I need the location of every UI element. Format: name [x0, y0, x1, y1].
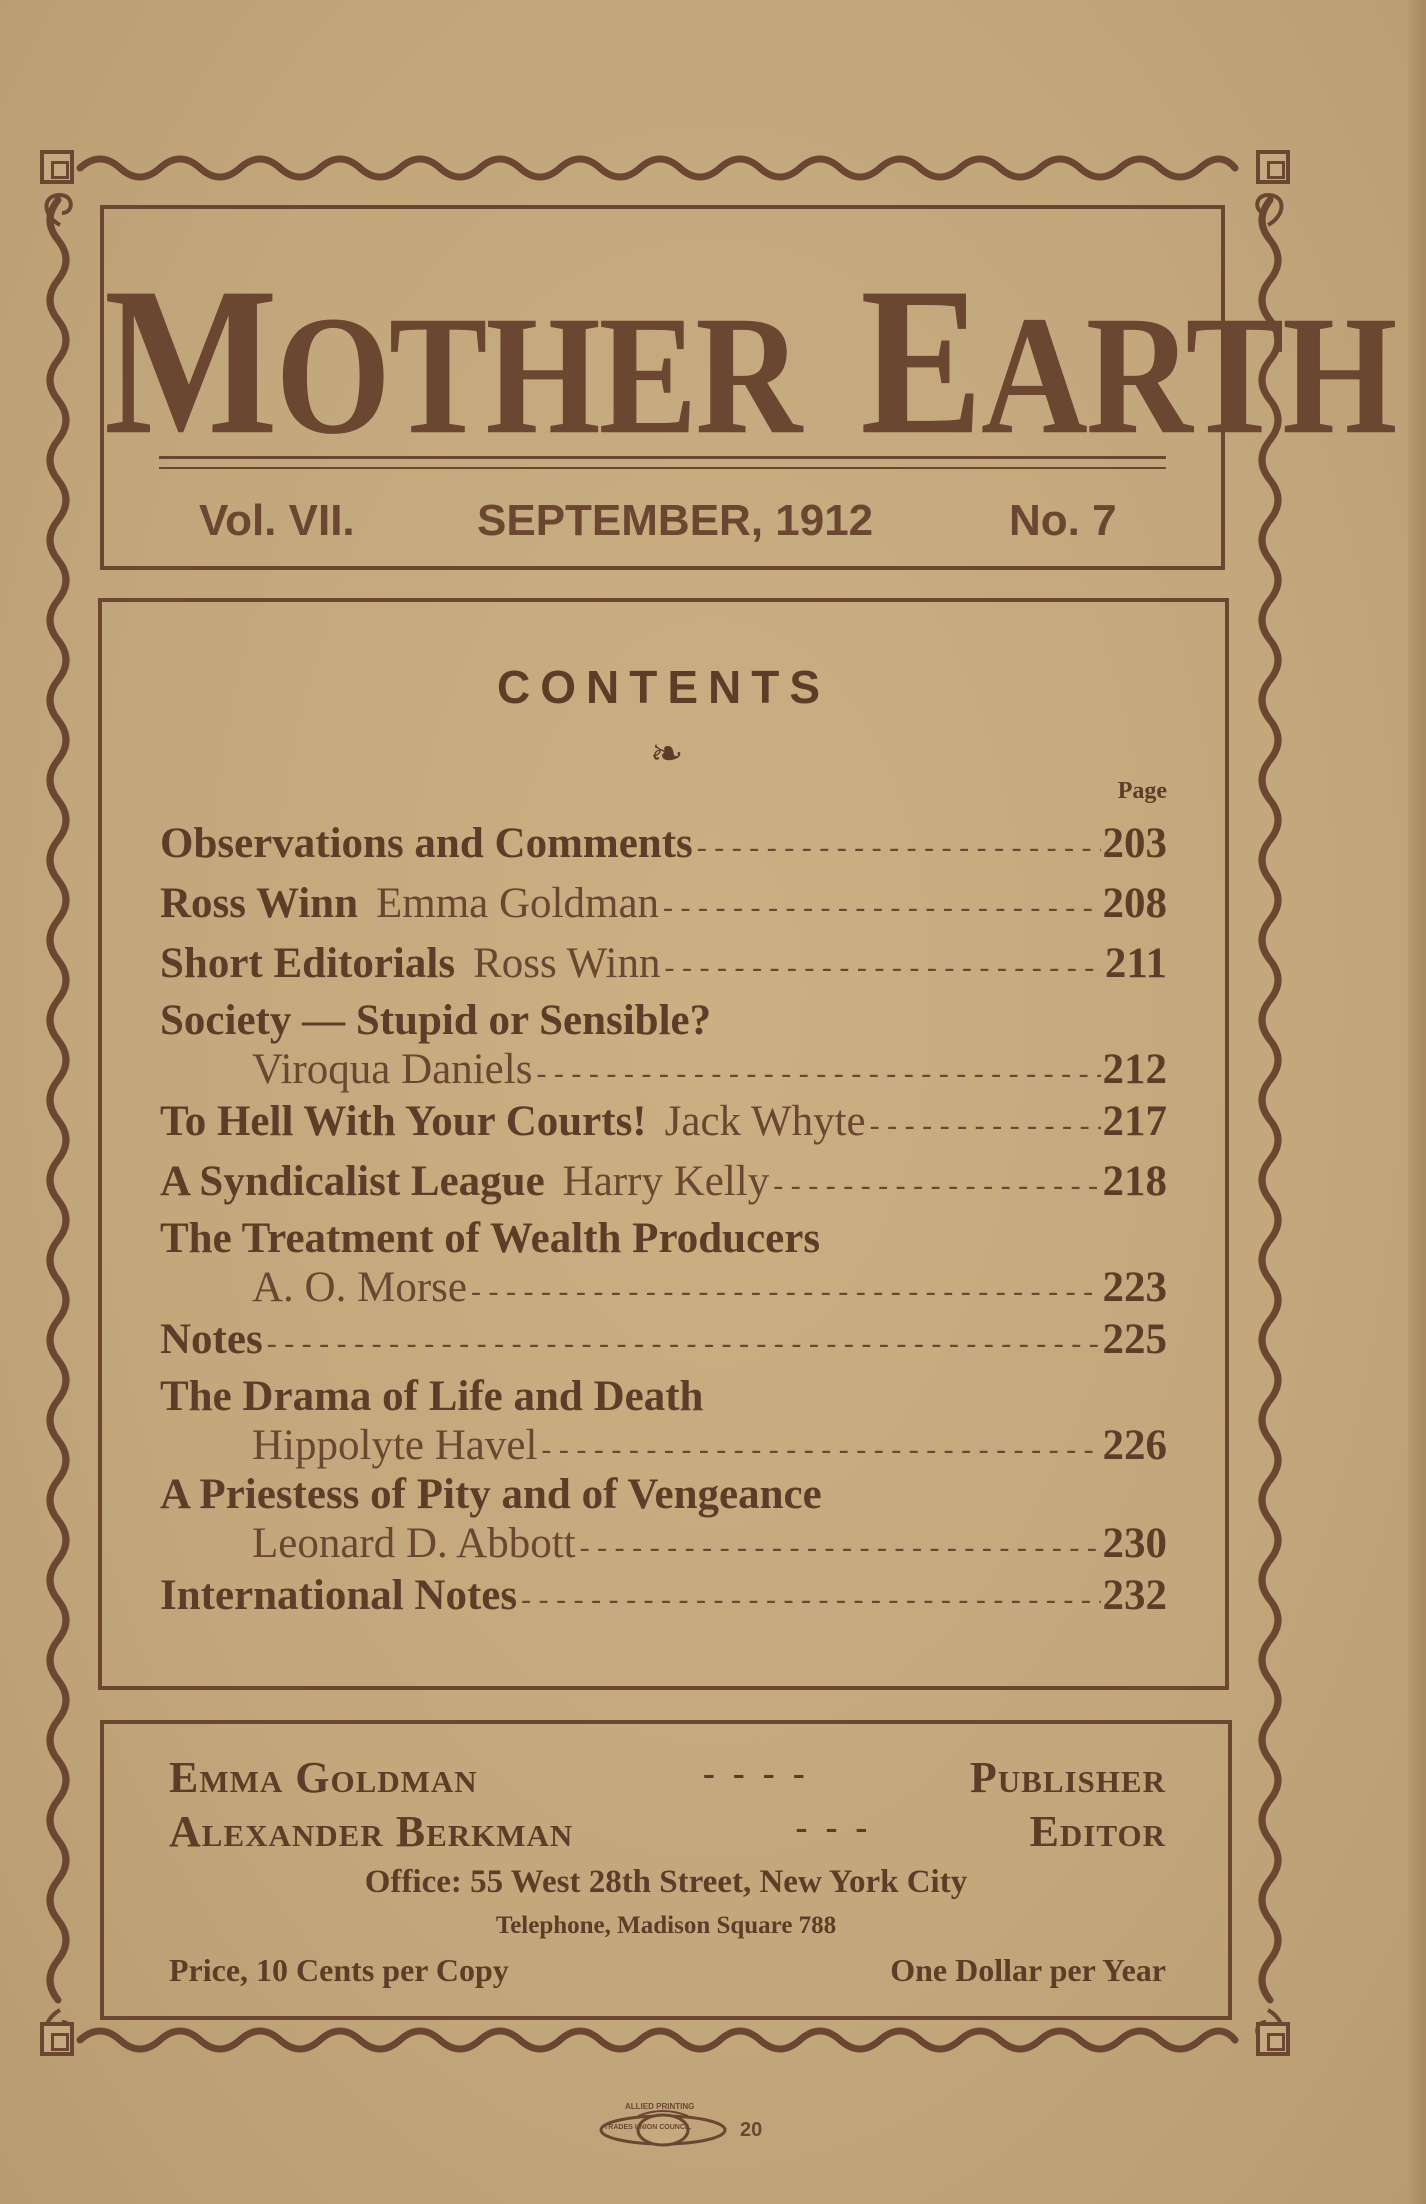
contents-box — [98, 598, 1229, 1690]
toc-page: 217 — [1102, 1098, 1167, 1145]
toc-author: Leonard D. Abbott — [252, 1520, 576, 1567]
union-label-top-text: ALLIED PRINTING — [625, 2102, 695, 2111]
leader-dots — [580, 1526, 1101, 1570]
toc-entry[interactable] — [160, 1152, 1167, 1212]
toc-author: A. O. Morse — [252, 1264, 467, 1311]
publisher-name: Emma Goldman — [169, 1753, 478, 1802]
corner-ornament — [1256, 150, 1290, 184]
leader-dots — [870, 1096, 1101, 1156]
toc-page: 230 — [1102, 1520, 1167, 1567]
publisher-role: Publisher — [969, 1753, 1166, 1802]
toc-entry[interactable] — [160, 1370, 1167, 1468]
toc-title: The Treatment of Wealth Producers — [160, 1215, 821, 1262]
publisher-dashes: - - - - — [702, 1753, 805, 1793]
toc-title: Ross Winn — [160, 880, 358, 927]
toc-entry[interactable] — [160, 1310, 1167, 1370]
toc-title: Short Editorials — [160, 940, 456, 987]
toc-entry[interactable] — [160, 874, 1167, 934]
toc-entry[interactable] — [160, 814, 1167, 874]
toc-entry[interactable] — [160, 1468, 1167, 1566]
issue-number: No. 7 — [1009, 496, 1117, 545]
leader-dots — [697, 818, 1101, 878]
toc-page: 211 — [1104, 940, 1167, 987]
toc-title: Notes — [160, 1316, 263, 1363]
toc-page: 218 — [1102, 1158, 1167, 1205]
publisher-box — [100, 1720, 1232, 2020]
leader-dots — [471, 1270, 1101, 1314]
leader-dots — [267, 1314, 1101, 1374]
toc-title: To Hell With Your Courts! — [160, 1098, 647, 1145]
leader-dots — [663, 878, 1100, 938]
toc-title: International Notes — [160, 1572, 518, 1619]
toc-page: 208 — [1102, 880, 1167, 927]
leader-dots — [536, 1052, 1100, 1096]
toc-entry[interactable] — [160, 994, 1167, 1092]
toc-author: Viroqua Daniels — [252, 1046, 533, 1093]
price-per-year: One Dollar per Year — [890, 1952, 1166, 1988]
toc-title: Society — Stupid or Sensible? — [160, 997, 712, 1044]
leader-dots — [773, 1156, 1100, 1216]
toc-page: 232 — [1102, 1572, 1167, 1619]
issue-date: SEPTEMBER, 1912 — [477, 496, 874, 545]
toc-title: Observations and Comments — [160, 820, 693, 867]
office-address: Office: 55 West 28th Street, New York City — [364, 1864, 968, 1900]
telephone: Telephone, Madison Square 788 — [495, 1912, 837, 1939]
toc-page: 212 — [1102, 1046, 1167, 1093]
page-column-label: Page — [1117, 778, 1167, 804]
toc-title: The Drama of Life and Death — [160, 1373, 704, 1420]
toc-title: A Priestess of Pity and of Vengeance — [160, 1471, 822, 1518]
toc-page: 225 — [1102, 1316, 1167, 1363]
title-rule — [159, 467, 1166, 469]
magazine-title — [104, 239, 1396, 483]
contents-heading: CONTENTS — [497, 661, 830, 713]
publisher-row — [169, 1752, 1166, 1803]
toc-author: Hippolyte Havel — [252, 1422, 538, 1469]
toc-page: 223 — [1102, 1264, 1167, 1311]
toc-author: Harry Kelly — [562, 1158, 770, 1205]
title-word: OTHER — [275, 281, 801, 471]
title-rule — [159, 456, 1166, 459]
toc-entry[interactable] — [160, 1092, 1167, 1152]
editor-role: Editor — [1029, 1807, 1166, 1856]
toc-page: 203 — [1102, 820, 1167, 867]
corner-ornament — [1256, 2022, 1290, 2056]
editor-dashes: - - - — [795, 1807, 868, 1847]
toc-page: 226 — [1102, 1422, 1167, 1469]
title-word: ARTH — [980, 281, 1396, 471]
leader-dots — [521, 1570, 1100, 1630]
title-initial: M — [104, 243, 276, 479]
toc-author: Jack Whyte — [664, 1098, 866, 1145]
masthead-box — [100, 205, 1396, 570]
leader-dots — [665, 938, 1103, 998]
toc-author: Ross Winn — [473, 940, 661, 987]
title-initial: E — [860, 243, 981, 479]
editor-name: Alexander Berkman — [169, 1807, 574, 1856]
union-label-number: 20 — [740, 2119, 763, 2141]
price-row — [169, 1952, 1166, 1989]
corner-ornament — [40, 2022, 74, 2056]
corner-ornament — [40, 150, 74, 184]
table-of-contents — [160, 814, 1167, 1626]
leader-dots — [541, 1428, 1100, 1472]
toc-entry[interactable] — [160, 934, 1167, 994]
issue-volume: Vol. VII. — [199, 496, 355, 545]
toc-entry[interactable] — [160, 1566, 1167, 1626]
fleuron-ornament-icon: ❧ — [650, 731, 684, 776]
toc-author: Emma Goldman — [376, 880, 660, 927]
toc-title: A Syndicalist League — [160, 1158, 545, 1205]
price-per-copy: Price, 10 Cents per Copy — [169, 1952, 509, 1988]
toc-entry[interactable] — [160, 1212, 1167, 1310]
editor-row — [169, 1806, 1166, 1857]
union-label-bottom-text: TRADES UNION COUNCIL — [604, 2124, 692, 2131]
